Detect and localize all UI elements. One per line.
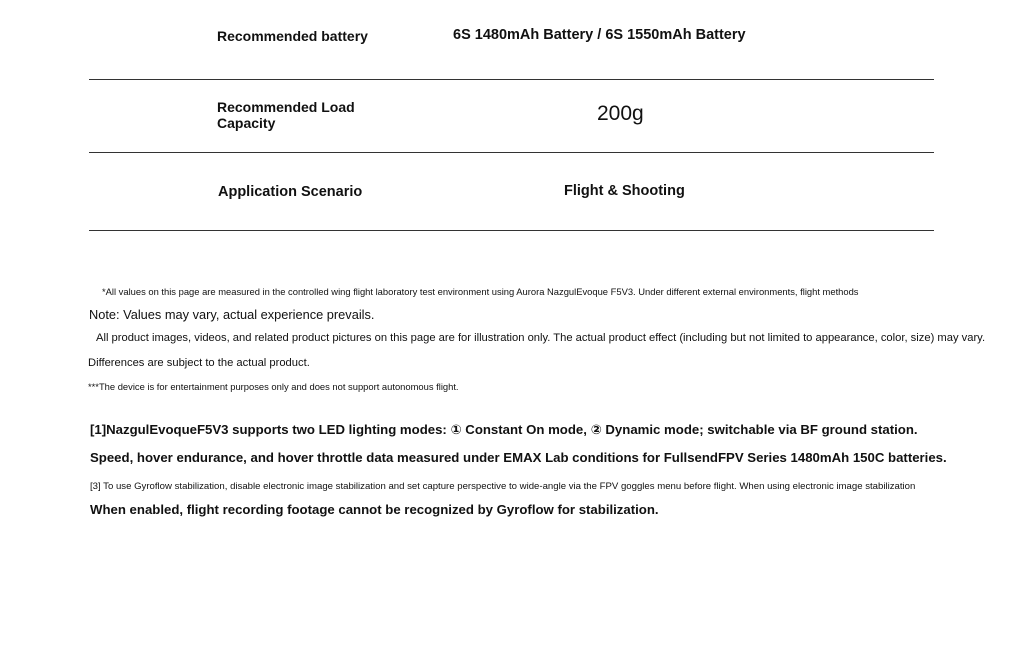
footnote-line: When enabled, flight recording footage cannot be recognized by Gyroflow for stabilization.	[90, 502, 659, 517]
table-divider	[89, 230, 934, 231]
footnote-line: [3] To use Gyroflow stabilization, disable electronic image stabilization and set capture perspective to wide-angle via the FPV goggles menu before flight. When using electronic image stabilization	[90, 481, 916, 492]
spec-label-scenario: Application Scenario	[218, 184, 363, 200]
footnote-line: [1]NazgulEvoqueF5V3 supports two LED lighting modes: ① Constant On mode, ② Dynamic mode; switchable via BF ground station.	[90, 422, 918, 437]
spec-label-load-line1: Recommended Load	[217, 99, 355, 115]
spec-value-load: 200g	[597, 102, 644, 125]
disclaimer-line: ***The device is for entertainment purposes only and does not support autonomous flight.	[88, 381, 459, 392]
spec-value-battery: 6S 1480mAh Battery / 6S 1550mAh Battery	[453, 27, 746, 43]
table-divider	[89, 79, 934, 80]
spec-label-battery: Recommended battery	[217, 28, 368, 44]
disclaimer-line: Differences are subject to the actual product.	[88, 357, 310, 369]
table-divider	[89, 152, 934, 153]
spec-value-scenario: Flight & Shooting	[564, 183, 685, 199]
footnote-line: Speed, hover endurance, and hover throttle data measured under EMAX Lab conditions for FullsendFPV Series 1480mAh 150C batteries.	[90, 450, 947, 465]
disclaimer-line: Note: Values may vary, actual experience prevails.	[89, 307, 375, 322]
disclaimer-line: All product images, videos, and related product pictures on this page are for illustration only. The actual product effect (including but not limited to appearance, color, size) may vary.	[96, 332, 986, 344]
disclaimer-line: *All values on this page are measured in the controlled wing flight laboratory test environment using Aurora NazgulEvoque F5V3. Under different external environments, flight methods	[102, 286, 859, 297]
spec-label-load-line2: Capacity	[217, 115, 276, 131]
